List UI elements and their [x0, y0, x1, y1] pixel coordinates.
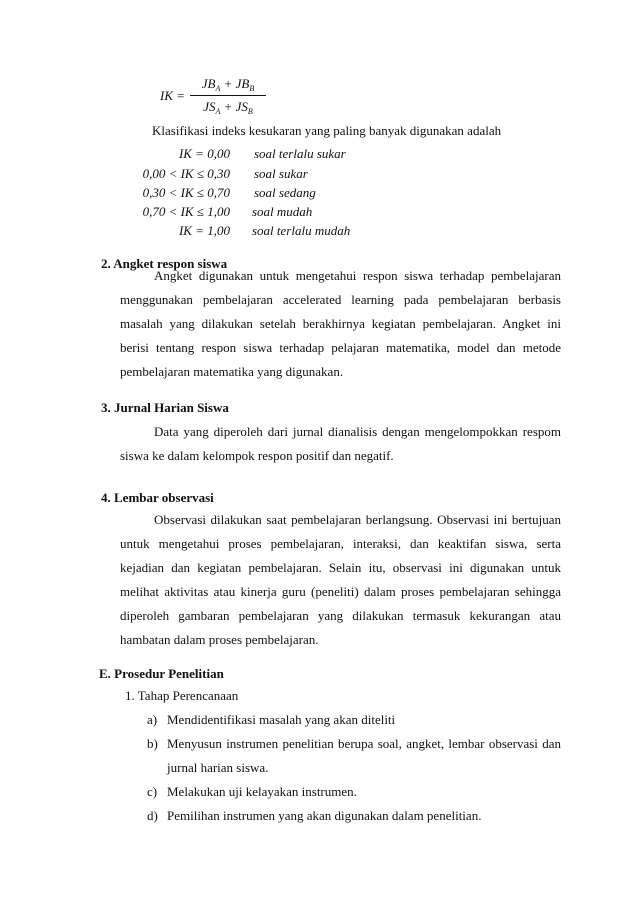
section-paragraph: Observasi dilakukan saat pembelajaran berlangsung. Observasi ini bertujuan untuk mengetahui proses pembelajaran, interaksi, dan keaktifan siswa, serta kejadian dan kegiatan pembelajaran. Selain itu, observasi ini digunakan untuk melihat aktivitas atau kinerja guru (peneliti) dalam proses pembelajaran sehingga diperoleh gambaran pembelajaran yang dilakukan termasuk kekurangan atau hambatan dalam proses pembelajaran.	[120, 512, 561, 647]
classification-desc: soal sedang	[254, 185, 316, 200]
procedure-step-heading: 1. Tahap Perencanaan	[125, 688, 239, 703]
classification-expr: 0,70 < IK ≤ 1,00	[142, 204, 230, 219]
formula-denominator: $JS_A + JS_B$	[203, 99, 253, 116]
classification-desc: soal terlalu sukar	[254, 146, 346, 161]
section-paragraph: Angket digunakan untuk mengetahui respon siswa terhadap pembelajaran menggunakan pembelajaran accelerated learning pada pembelajaran berbasis masalah yang dilakukan setelah berakhirnya kegiatan pembelajaran. Angket ini berisi tentang respon siswa terhadap pelajaran matematika, model dan metode pembelajaran matematika yang digunakan.	[120, 268, 561, 379]
classification-expr: IK = 1,00	[178, 223, 230, 238]
classification-intro: Klasifikasi indeks kesukaran yang paling banyak digunakan adalah	[152, 123, 502, 138]
section-heading: 3. Jurnal Harian Siswa	[101, 400, 229, 415]
section-e-heading: E. Prosedur Penelitian	[99, 666, 224, 681]
procedure-list-item: d) Pemilihan instrumen yang akan digunakan dalam penelitian.	[147, 808, 482, 823]
procedure-list-item: a) Mendidentifikasi masalah yang akan diteliti	[147, 712, 396, 727]
formula-numerator: $JB_A + JB_B$	[201, 76, 255, 93]
formula-fraction	[190, 76, 266, 116]
classification-desc: soal terlalu mudah	[252, 223, 351, 238]
procedure-list-item-continuation: jurnal harian siswa.	[167, 760, 269, 775]
section-heading: 2. Angket respon siswa	[101, 256, 228, 271]
classification-desc: soal sukar	[254, 166, 308, 181]
procedure-list-item: c) Melakukan uji kelayakan instrumen.	[147, 784, 357, 799]
classification-desc: soal mudah	[252, 204, 313, 219]
classification-expr: IK = 0,00	[178, 146, 230, 161]
procedure-list-item: b) Menyusun instrumen penelitian berupa soal, angket, lembar observasi dan	[147, 736, 561, 751]
section-paragraph: Data yang diperoleh dari jurnal dianalisis dengan mengelompokkan respom siswa ke dalam kelompok respon positif dan negatif.	[120, 424, 561, 463]
classification-table	[120, 146, 420, 246]
classification-expr: 0,30 < IK ≤ 0,70	[142, 185, 230, 200]
formula-lhs: IK =	[160, 88, 186, 103]
section-heading: 4. Lembar observasi	[101, 490, 214, 505]
formula-fraction-bar	[190, 95, 266, 96]
classification-expr: 0,00 < IK ≤ 0,30	[142, 166, 230, 181]
